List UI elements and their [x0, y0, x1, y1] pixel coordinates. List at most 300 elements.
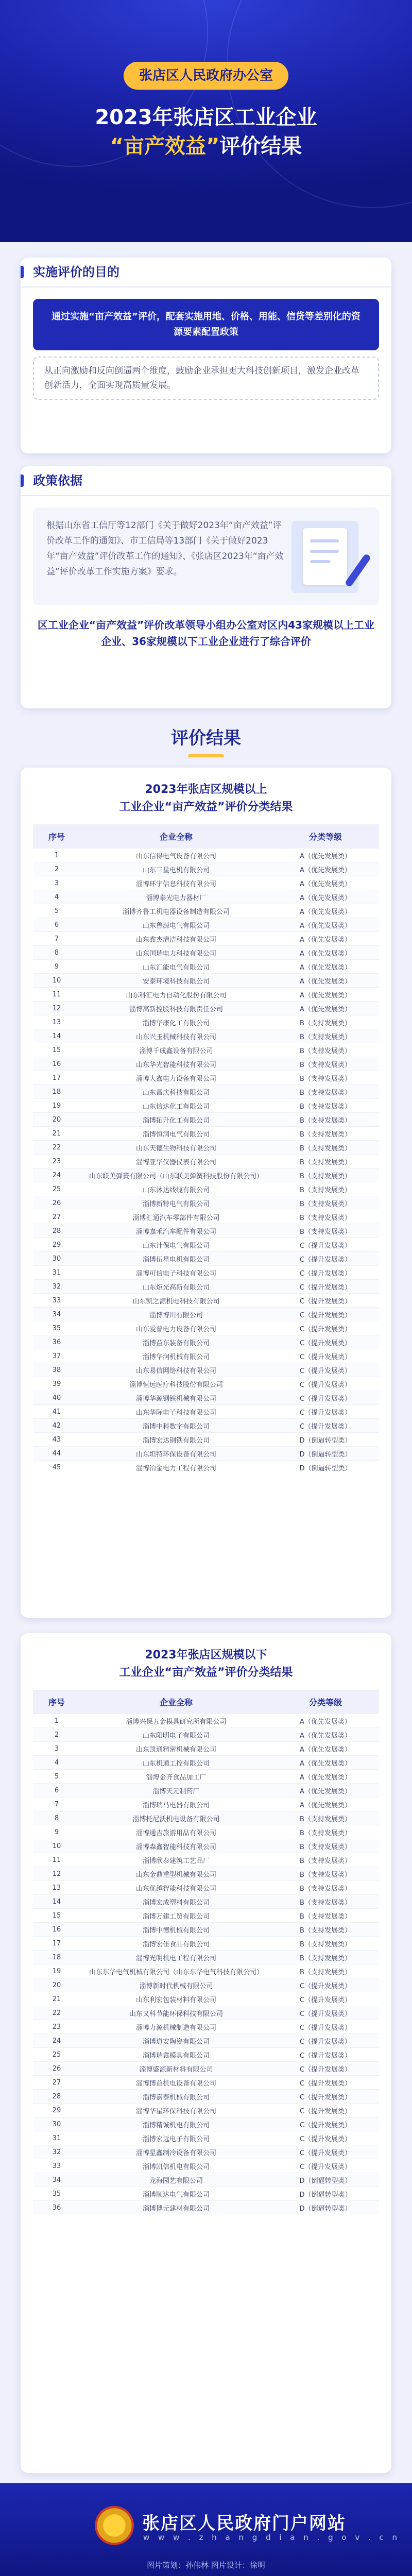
company-name: 淄博千成鑫设备有限公司 — [80, 1043, 272, 1057]
purpose-heading: 实施评价的目的 — [21, 258, 391, 287]
company-name: 淄博冶金电力工程有限公司 — [80, 1461, 272, 1475]
company-name: 山东华光智能科技有限公司 — [80, 1057, 272, 1071]
table-below-title-line2: 工业企业“亩产效益”评价分类结果 — [119, 1666, 293, 1679]
row-number: 22 — [33, 2006, 80, 2020]
company-name: 山东汇能电气有限公司 — [80, 960, 272, 974]
table-row — [33, 1728, 379, 1742]
table-row — [33, 1099, 379, 1113]
table-row — [33, 1196, 379, 1210]
company-name: 淄博瑞马电器有限公司 — [80, 1798, 272, 1811]
row-number: 23 — [33, 1155, 80, 1168]
company-name: 淄博大鑫电力设备有限公司 — [80, 1071, 272, 1085]
row-number: 3 — [33, 876, 80, 890]
title-underline — [188, 754, 224, 757]
row-number: 4 — [33, 890, 80, 904]
table-row — [33, 1964, 379, 1978]
table-row — [33, 1447, 379, 1461]
table-row — [33, 1461, 379, 1475]
row-number: 15 — [33, 1043, 80, 1057]
grade: A（优先发展类） — [272, 1728, 379, 1742]
column-header-name: 企业全称 — [80, 824, 272, 849]
grade: B（支持发展类） — [272, 1182, 379, 1196]
row-number: 3 — [33, 1742, 80, 1756]
grade: C（提升发展类） — [272, 2076, 379, 2090]
company-name: 淄博嘉泰机械有限公司 — [80, 2090, 272, 2104]
grade: B（支持发展类） — [272, 1141, 379, 1155]
page-title-line1: 2023年张店区工业企业 — [95, 106, 317, 129]
table-card-below-scale — [21, 1633, 391, 2473]
grade: C（提升发展类） — [272, 1321, 379, 1335]
grade: A（优先发展类） — [272, 1798, 379, 1811]
column-header-grade: 分类等级 — [272, 1690, 379, 1714]
grade: B（支持发展类） — [272, 1951, 379, 1964]
row-number: 44 — [33, 1447, 80, 1461]
grade: C（提升发展类） — [272, 2145, 379, 2159]
table-row — [33, 1839, 379, 1853]
company-name: 淄博宏佳食品有限公司 — [80, 1937, 272, 1951]
issuer-badge: 张店区人民政府办公室 — [124, 62, 288, 90]
grade: B（支持发展类） — [272, 1127, 379, 1141]
row-number: 20 — [33, 1113, 80, 1127]
row-number: 24 — [33, 1168, 80, 1182]
credits: 图片策划：孙伟林 图片设计：徐明 — [147, 2561, 265, 2570]
grade: B（支持发展类） — [272, 1825, 379, 1839]
grade: B（支持发展类） — [272, 1909, 379, 1923]
company-name: 淄博道安陶瓷有限公司 — [80, 2034, 272, 2048]
row-number: 28 — [33, 2090, 80, 2104]
table-row — [33, 2076, 379, 2090]
row-number: 17 — [33, 1071, 80, 1085]
table-row — [33, 2187, 379, 2201]
table-above-title-line2: 工业企业“亩产效益”评价分类结果 — [119, 801, 293, 814]
policy-text: 根据山东省工信厅等12部门《关于做好2023年“亩产效益”评价改革工作的通知》、市工信局等13部门《关于做好2023年“亩产效益”评价改革工作的通知》、《张店区2023年“亩产效益”评价改革工作实施方案》要求。 — [46, 520, 284, 577]
grade: C（提升发展类） — [272, 1335, 379, 1349]
purpose-highlight: 通过实施“亩产效益”评价，配套实施用地、价格、用能、信贷等差别化的资源要素配置政策 — [33, 299, 379, 350]
grade: B（支持发展类） — [272, 1155, 379, 1168]
company-name: 淄博盛源新材料有限公司 — [80, 2062, 272, 2076]
company-name: 山东信达化工有限公司 — [80, 1099, 272, 1113]
table-row — [33, 1349, 379, 1363]
grade: B（支持发展类） — [272, 1015, 379, 1029]
company-name: 山东凯通精密机械有限公司 — [80, 1742, 272, 1756]
grade: A（优先发展类） — [272, 974, 379, 988]
company-name: 山东易信网络科技有限公司 — [80, 1363, 272, 1377]
row-number: 43 — [33, 1433, 80, 1447]
grade: B（支持发展类） — [272, 1811, 379, 1825]
table-row — [33, 1168, 379, 1182]
row-number: 23 — [33, 2020, 80, 2034]
table-row — [33, 1756, 379, 1770]
company-name: 山东鲁源电气有限公司 — [80, 918, 272, 932]
grade: C（提升发展类） — [272, 1238, 379, 1252]
company-name: 淄博瑞鑫模具有限公司 — [80, 2048, 272, 2062]
table-row — [33, 904, 379, 918]
company-name: 淄博博元建材有限公司 — [80, 2201, 272, 2215]
table-row — [33, 1141, 379, 1155]
grade: C（提升发展类） — [272, 1992, 379, 2006]
table-above-scale — [33, 824, 379, 1474]
table-row — [33, 1853, 379, 1867]
row-number: 9 — [33, 1825, 80, 1839]
grade: B（支持发展类） — [272, 1839, 379, 1853]
table-row — [33, 1992, 379, 2006]
grade: C（提升发展类） — [272, 1405, 379, 1419]
company-name: 山东凯之源机电科技有限公司 — [80, 1294, 272, 1308]
row-number: 39 — [33, 1377, 80, 1391]
grade: C（提升发展类） — [272, 1266, 379, 1280]
table-row — [33, 1825, 379, 1839]
table-above-title-line1: 2023年张店区规模以上 — [145, 783, 267, 796]
policy-summary: 区工业企业“亩产效益”评价改革领导小组办公室对区内43家规模以上工业企业、36家规模以下工业企业进行了综合评价 — [37, 619, 375, 648]
row-number: 8 — [33, 946, 80, 960]
table-row — [33, 2020, 379, 2034]
national-emblem-icon — [95, 2506, 134, 2545]
table-row — [33, 1071, 379, 1085]
table-below-title — [21, 1633, 391, 1682]
company-name: 安泰环境科技有限公司 — [80, 974, 272, 988]
company-name: 淄博恒润电气有限公司 — [80, 1127, 272, 1141]
table-row — [33, 2117, 379, 2131]
table-row — [33, 2062, 379, 2076]
grade: A（优先发展类） — [272, 904, 379, 918]
title-rest: 评价结果 — [219, 134, 302, 158]
grade: B（支持发展类） — [272, 1881, 379, 1895]
table-row — [33, 1881, 379, 1895]
company-name: 淄博博川有限公司 — [80, 1308, 272, 1321]
company-name: 山东坦特环保设备有限公司 — [80, 1447, 272, 1461]
row-number: 30 — [33, 1252, 80, 1266]
table-row — [33, 1238, 379, 1252]
row-number: 38 — [33, 1363, 80, 1377]
site-name[interactable]: 张店区人民政府门户网站 — [142, 2513, 346, 2534]
company-name: 淄博华康化工有限公司 — [80, 1015, 272, 1029]
table-row — [33, 2131, 379, 2145]
grade: B（支持发展类） — [272, 1937, 379, 1951]
table-row — [33, 1015, 379, 1029]
company-name: 淄博兴保五金模具研究所有限公司 — [80, 1714, 272, 1728]
row-number: 12 — [33, 1867, 80, 1881]
row-number: 36 — [33, 2201, 80, 2215]
row-number: 29 — [33, 2104, 80, 2117]
site-url[interactable]: w w w . z h a n g d i a n . g o v . c n — [143, 2533, 401, 2542]
table-row — [33, 1155, 379, 1168]
row-number: 29 — [33, 1238, 80, 1252]
row-number: 34 — [33, 2173, 80, 2187]
grade: A（优先发展类） — [272, 1714, 379, 1728]
company-name: 淄博可信电子科技有限公司 — [80, 1266, 272, 1280]
table-row — [33, 1867, 379, 1881]
company-name: 淄博托尼沃机电设备有限公司 — [80, 1811, 272, 1825]
grade: B（支持发展类） — [272, 1867, 379, 1881]
table-row — [33, 1363, 379, 1377]
table-row — [33, 2034, 379, 2048]
table-row — [33, 2173, 379, 2187]
grade: C（提升发展类） — [272, 1978, 379, 1992]
row-number: 10 — [33, 1839, 80, 1853]
table-row — [33, 1895, 379, 1909]
row-number: 32 — [33, 2145, 80, 2159]
row-number: 1 — [33, 1714, 80, 1728]
row-number: 13 — [33, 1015, 80, 1029]
grade: C（提升发展类） — [272, 2117, 379, 2131]
footer — [0, 2483, 412, 2576]
company-name: 山东金鼎重型机械有限公司 — [80, 1867, 272, 1881]
row-number: 5 — [33, 1770, 80, 1784]
row-number: 36 — [33, 1335, 80, 1349]
row-number: 17 — [33, 1937, 80, 1951]
company-name: 淄博益东装备有限公司 — [80, 1335, 272, 1349]
grade: C（提升发展类） — [272, 1308, 379, 1321]
grade: D（倒逼转型类） — [272, 1447, 379, 1461]
grade: A（优先发展类） — [272, 1784, 379, 1798]
row-number: 33 — [33, 1294, 80, 1308]
grade: A（优先发展类） — [272, 1756, 379, 1770]
grade: A（优先发展类） — [272, 862, 379, 876]
company-name: 山东阳明电子有限公司 — [80, 1728, 272, 1742]
grade: A（优先发展类） — [272, 849, 379, 862]
row-number: 26 — [33, 1196, 80, 1210]
purpose-card — [21, 258, 391, 453]
grade: B（支持发展类） — [272, 1057, 379, 1071]
table-row — [33, 1113, 379, 1127]
company-name: 淄博恒远医疗科技股份有限公司 — [80, 1377, 272, 1391]
company-name: 山东兴玉机械科技有限公司 — [80, 1029, 272, 1043]
page-title-line2 — [0, 130, 412, 159]
company-name: 淄博宏达钢铁有限公司 — [80, 1433, 272, 1447]
row-number: 37 — [33, 1349, 80, 1363]
row-number: 8 — [33, 1811, 80, 1825]
grade: C（提升发展类） — [272, 2006, 379, 2020]
table-card-above-scale — [21, 768, 391, 1618]
grade: C（提升发展类） — [272, 2020, 379, 2034]
table-row — [33, 1085, 379, 1099]
results-title: 评价结果 — [171, 728, 241, 749]
row-number: 27 — [33, 1210, 80, 1224]
table-row — [33, 1029, 379, 1043]
company-name: 山东爱普电力设备有限公司 — [80, 1321, 272, 1335]
document-icon — [291, 521, 358, 593]
company-name: 山东天德生物科技有限公司 — [80, 1141, 272, 1155]
column-header-name: 企业全称 — [80, 1690, 272, 1714]
grade: C（提升发展类） — [272, 2131, 379, 2145]
row-number: 11 — [33, 1853, 80, 1867]
row-number: 7 — [33, 932, 80, 946]
row-number: 16 — [33, 1057, 80, 1071]
company-name: 淄博华润机械有限公司 — [80, 1349, 272, 1363]
row-number: 19 — [33, 1099, 80, 1113]
row-number: 27 — [33, 2076, 80, 2090]
grade: D（倒逼转型类） — [272, 2173, 379, 2187]
column-header-grade: 分类等级 — [272, 824, 379, 849]
row-number: 2 — [33, 862, 80, 876]
table-row — [33, 1978, 379, 1992]
row-number: 34 — [33, 1308, 80, 1321]
table-row — [33, 890, 379, 904]
grade: C（提升发展类） — [272, 1377, 379, 1391]
row-number: 24 — [33, 2034, 80, 2048]
table-row — [33, 946, 379, 960]
table-row — [33, 1308, 379, 1321]
row-number: 9 — [33, 960, 80, 974]
company-name: 山东华际电子科技有限公司 — [80, 1405, 272, 1419]
table-row — [33, 1252, 379, 1266]
table-row — [33, 960, 379, 974]
company-name: 淄博光明机电工程有限公司 — [80, 1951, 272, 1964]
grade: A（优先发展类） — [272, 876, 379, 890]
table-row — [33, 1002, 379, 1015]
grade: C（提升发展类） — [272, 1419, 379, 1433]
table-row — [33, 1419, 379, 1433]
row-number: 40 — [33, 1391, 80, 1405]
row-number: 42 — [33, 1419, 80, 1433]
row-number: 32 — [33, 1280, 80, 1294]
row-number: 45 — [33, 1461, 80, 1475]
company-name: 淄博精诚机电有限公司 — [80, 2117, 272, 2131]
table-row — [33, 2201, 379, 2215]
table-row — [33, 1798, 379, 1811]
company-name: 山东三星电机有限公司 — [80, 862, 272, 876]
company-name: 山东国瑞电力科技有限公司 — [80, 946, 272, 960]
company-name: 淄博欣泰建筑工艺品厂 — [80, 1853, 272, 1867]
company-name: 淄博泰光电力器材厂 — [80, 890, 272, 904]
table-row — [33, 2104, 379, 2117]
company-name: 淄博万建工贸有限公司 — [80, 1909, 272, 1923]
grade: A（优先发展类） — [272, 1002, 379, 1015]
row-number: 20 — [33, 1978, 80, 1992]
grade: B（支持发展类） — [272, 1043, 379, 1057]
table-row — [33, 1335, 379, 1349]
table-row — [33, 1433, 379, 1447]
title-highlight: “亩产效益” — [110, 134, 220, 158]
company-name: 淄博华星环保科技有限公司 — [80, 2104, 272, 2117]
row-number: 4 — [33, 1756, 80, 1770]
grade: B（支持发展类） — [272, 1210, 379, 1224]
row-number: 28 — [33, 1224, 80, 1238]
grade: B（支持发展类） — [272, 1853, 379, 1867]
grade: B（支持发展类） — [272, 1895, 379, 1909]
table-row — [33, 1294, 379, 1308]
company-name: 山东计保电气有限公司 — [80, 1238, 272, 1252]
row-number: 35 — [33, 1321, 80, 1335]
table-row — [33, 1210, 379, 1224]
row-number: 6 — [33, 1784, 80, 1798]
row-number: 5 — [33, 904, 80, 918]
company-name: 淄博亚华仪器仪表有限公司 — [80, 1155, 272, 1168]
table-row — [33, 1127, 379, 1141]
grade: B（支持发展类） — [272, 1071, 379, 1085]
row-number: 12 — [33, 1002, 80, 1015]
table-row — [33, 849, 379, 862]
grade: C（提升发展类） — [272, 2159, 379, 2173]
row-number: 13 — [33, 1881, 80, 1895]
table-row — [33, 1405, 379, 1419]
table-row — [33, 2145, 379, 2159]
row-number: 26 — [33, 2062, 80, 2076]
column-header-no: 序号 — [33, 1690, 80, 1714]
grade: B（支持发展类） — [272, 1113, 379, 1127]
row-number: 15 — [33, 1909, 80, 1923]
company-name: 山东机通工控有限公司 — [80, 1756, 272, 1770]
grade: A（优先发展类） — [272, 1742, 379, 1756]
company-name: 淄博汇通汽车零部件有限公司 — [80, 1210, 272, 1224]
row-number: 16 — [33, 1923, 80, 1937]
table-row — [33, 988, 379, 1002]
company-name: 龙海园艺有限公司 — [80, 2173, 272, 2187]
grade: C（提升发展类） — [272, 1391, 379, 1405]
company-name: 淄博新特电气有限公司 — [80, 1196, 272, 1210]
grade: C（提升发展类） — [272, 2048, 379, 2062]
row-number: 21 — [33, 1992, 80, 2006]
company-name: 淄博齐鲁工机电器设备制造有限公司 — [80, 904, 272, 918]
table-row — [33, 1224, 379, 1238]
table-row — [33, 876, 379, 890]
company-name: 淄博嘉禾汽车配件有限公司 — [80, 1224, 272, 1238]
grade: C（提升发展类） — [272, 2104, 379, 2117]
row-number: 7 — [33, 1798, 80, 1811]
table-below-scale — [33, 1690, 379, 2214]
company-name: 淄博通吉旅游用品有限公司 — [80, 1825, 272, 1839]
company-name: 淄博凯信机电有限公司 — [80, 2159, 272, 2173]
table-row — [33, 1811, 379, 1825]
company-name: 山东信得电气设备有限公司 — [80, 849, 272, 862]
grade: B（支持发展类） — [272, 1964, 379, 1978]
company-name: 山东科汇电力自动化股份有限公司 — [80, 988, 272, 1002]
table-row — [33, 1770, 379, 1784]
row-number: 30 — [33, 2117, 80, 2131]
table-row — [33, 974, 379, 988]
grade: C（提升发展类） — [272, 2034, 379, 2048]
company-name: 山东炬光高新有限公司 — [80, 1280, 272, 1294]
company-name: 淄博顺达电气有限公司 — [80, 2187, 272, 2201]
row-number: 1 — [33, 849, 80, 862]
grade: B（支持发展类） — [272, 1224, 379, 1238]
grade: B（支持发展类） — [272, 1029, 379, 1043]
grade: A（优先发展类） — [272, 1770, 379, 1784]
grade: B（支持发展类） — [272, 1923, 379, 1937]
company-name: 淄博环宇信息科技有限公司 — [80, 876, 272, 890]
grade: A（优先发展类） — [272, 890, 379, 904]
row-number: 14 — [33, 1895, 80, 1909]
row-number: 11 — [33, 988, 80, 1002]
grade: B（支持发展类） — [272, 1085, 379, 1099]
table-row — [33, 1923, 379, 1937]
row-number: 19 — [33, 1964, 80, 1978]
grade: C（提升发展类） — [272, 1363, 379, 1377]
policy-card — [21, 466, 391, 708]
table-row — [33, 1714, 379, 1728]
table-row — [33, 1742, 379, 1756]
company-name: 山东沐达线缆有限公司 — [80, 1182, 272, 1196]
row-number: 14 — [33, 1029, 80, 1043]
company-name: 淄博天元制药厂 — [80, 1784, 272, 1798]
grade: B（支持发展类） — [272, 1099, 379, 1113]
table-row — [33, 1784, 379, 1798]
grade: A（优先发展类） — [272, 946, 379, 960]
purpose-detail: 从正向激励和反向倒逼两个维度，鼓励企业承担更大科技创新项目，激发企业改革创新活力，全面实现高质量发展。 — [33, 357, 379, 400]
grade: C（提升发展类） — [272, 1280, 379, 1294]
company-name: 山东优越智能科技有限公司 — [80, 1881, 272, 1895]
grade: A（优先发展类） — [272, 932, 379, 946]
grade: D（倒逼转型类） — [272, 2201, 379, 2215]
company-name: 淄博伍星电机有限公司 — [80, 1252, 272, 1266]
grade: D（倒逼转型类） — [272, 1433, 379, 1447]
company-name: 淄博拓升化工有限公司 — [80, 1113, 272, 1127]
company-name: 淄博星鑫制冷设备有限公司 — [80, 2145, 272, 2159]
grade: A（优先发展类） — [272, 918, 379, 932]
company-name: 淄博森鑫智能科技有限公司 — [80, 1839, 272, 1853]
company-name: 淄博华源钢铁机械有限公司 — [80, 1391, 272, 1405]
row-number: 2 — [33, 1728, 80, 1742]
